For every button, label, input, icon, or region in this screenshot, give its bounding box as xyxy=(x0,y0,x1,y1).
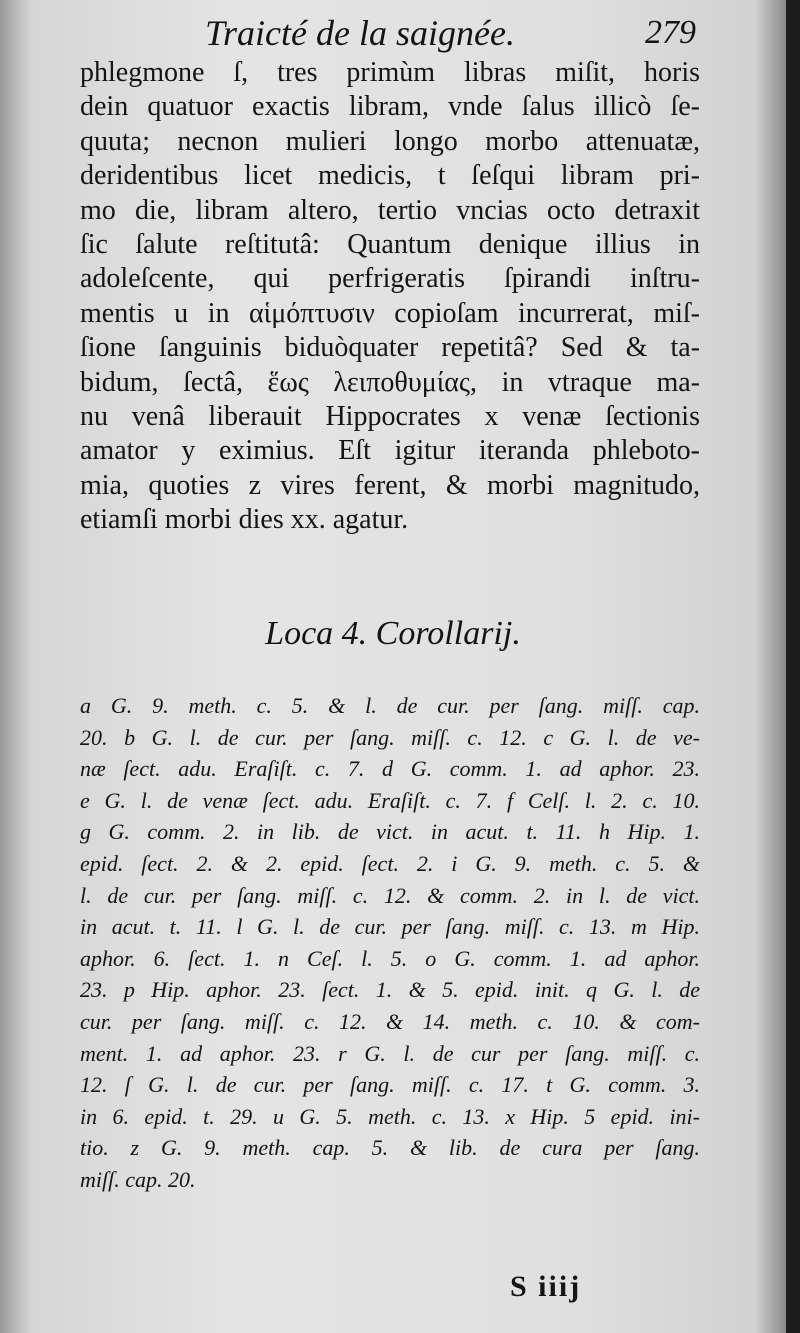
text-line: ſione ſanguinis biduòquater repetitâ? Sed & ta- xyxy=(80,332,700,364)
text-line: amator y eximius. Eſt igitur iteranda phleboto- xyxy=(80,435,700,467)
body-paragraph xyxy=(80,56,700,538)
signature-mark: S iiij xyxy=(510,1270,582,1303)
note-line: miſſ. cap. 20. xyxy=(80,1166,196,1192)
text-line: mo die, libram altero, tertio vncias octo detraxit xyxy=(80,194,700,226)
text-line: ſic ſalute reſtitutâ: Quantum denique illius in xyxy=(80,229,700,261)
note-line: tio. z G. 9. meth. cap. 5. & lib. de cura per ſang. xyxy=(80,1135,700,1161)
text-line: dein quatuor exactis libram, vnde ſalus illicò ſe- xyxy=(80,91,700,123)
text-line: bidum, ſectâ, ἕως λειποθυμίας, in vtraque ma- xyxy=(80,366,700,398)
text-line: adoleſcente, qui perfrigeratis ſpirandi inſtru- xyxy=(80,263,700,295)
page-header xyxy=(195,12,696,58)
note-line: næ ſect. adu. Eraſiſt. c. 7. d G. comm. 1. ad aphor. 23. xyxy=(80,756,700,782)
text-line: quuta; necnon mulieri longo morbo attenuatæ, xyxy=(80,125,700,157)
note-line: aphor. 6. ſect. 1. n Ceſ. l. 5. o G. comm. 1. ad aphor. xyxy=(80,945,700,971)
note-line: e G. l. de venæ ſect. adu. Eraſiſt. c. 7. f Celſ. l. 2. c. 10. xyxy=(80,787,700,813)
note-line: cur. per ſang. miſſ. c. 12. & 14. meth. c. 10. & com- xyxy=(80,1008,700,1034)
running-title: Traicté de la saignée. xyxy=(205,13,515,53)
text-line: phlegmone ſ, tres primùm libras miſit, horis xyxy=(80,57,700,88)
marginal-notes xyxy=(80,690,700,1196)
note-line: epid. ſect. 2. & 2. epid. ſect. 2. i G. 9. meth. c. 5. & xyxy=(80,850,700,876)
page-number: 279 xyxy=(645,14,696,51)
note-line: ment. 1. ad aphor. 23. r G. l. de cur per ſang. miſſ. c. xyxy=(80,1040,700,1066)
note-line: in acut. t. 11. l G. l. de cur. per ſang. miſſ. c. 13. m Hip. xyxy=(80,914,700,940)
note-line: a G. 9. meth. c. 5. & l. de cur. per ſang. miſſ. cap. xyxy=(80,693,700,718)
text-line: deridentibus licet medicis, t ſeſqui libram pri- xyxy=(80,160,700,192)
note-line: g G. comm. 2. in lib. de vict. in acut. t. 11. h Hip. 1. xyxy=(80,819,700,845)
note-line: 12. ſ G. l. de cur. per ſang. miſſ. c. 17. t G. comm. 3. xyxy=(80,1072,700,1098)
note-line: l. de cur. per ſang. miſſ. c. 12. & comm. 2. in l. de vict. xyxy=(80,882,700,908)
text-line: nu venâ liberauit Hippocrates x venæ ſectionis xyxy=(80,401,700,433)
text-line: etiamſi morbi dies xx. agatur. xyxy=(80,504,409,536)
note-line: 23. p Hip. aphor. 23. ſect. 1. & 5. epid. init. q G. l. de xyxy=(80,977,700,1003)
note-line: in 6. epid. t. 29. u G. 5. meth. c. 13. x Hip. 5 epid. ini- xyxy=(80,1103,700,1129)
text-line: mia, quoties z vires ferent, & morbi magnitudo, xyxy=(80,469,700,501)
note-line: 20. b G. l. de cur. per ſang. miſſ. c. 12. c G. l. de ve- xyxy=(80,724,700,750)
text-line: mentis u in αἱμόπτυσιν copioſam incurrerat, miſ- xyxy=(80,297,700,329)
section-heading: Loca 4. Corollarij. xyxy=(265,615,521,652)
